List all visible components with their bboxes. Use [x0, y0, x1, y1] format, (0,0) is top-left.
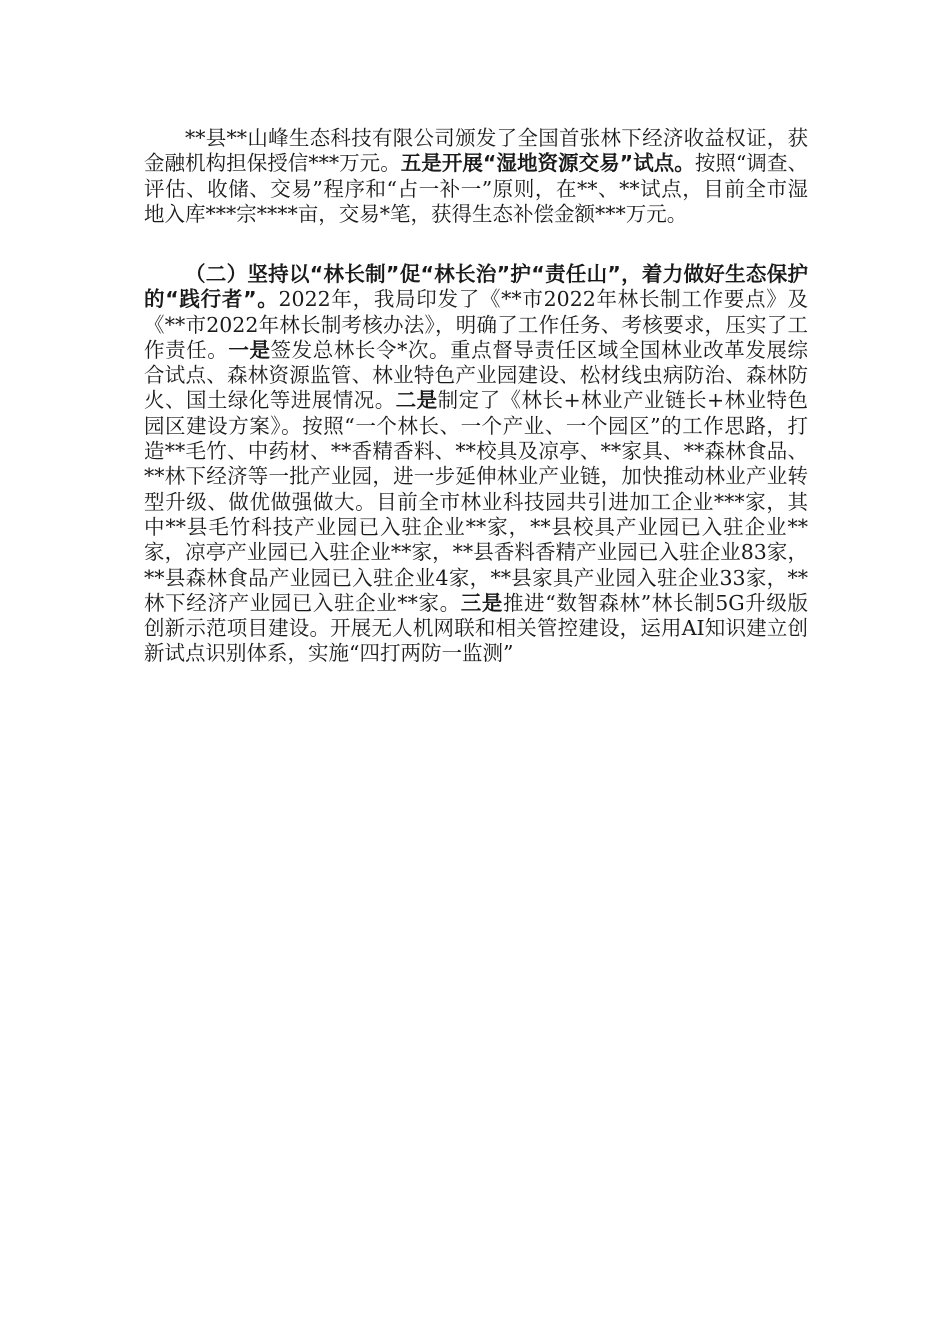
section-heading-2: （二）坚持以“林长制”促“林长治”护“责任山”，着力做好生态保护的“践行者”。 — [144, 262, 808, 312]
paragraph-1-text-1: **县**山峰生态科技有限公司颁发了全国首张林下经济收益权证，获金融机构担保授信***万元。 — [144, 126, 808, 176]
paragraph-1-bold-pilot: 试点。 — [633, 151, 695, 176]
paragraph-2-text-4: 推进“数智森林”林长制5G升级版创新示范项目建设。开展无人机网联和相关管控建设，运用AI知识建立创新试点识别体系，实施“四打两防一监测” — [144, 590, 808, 666]
paragraph-wetland-trading — [144, 126, 808, 227]
paragraph-1-bold-point-5: 五是开展“湿地资源交易” — [400, 151, 634, 176]
paragraph-forest-chief-system — [144, 262, 808, 667]
paragraph-2-text-2: 签发总林长令*次。重点督导责任区域全国林业改革发展综合试点、森林资源监管、林业特色产业园建设、松材线虫病防治、森林防火、国土绿化等进展情况。 — [144, 337, 809, 413]
point-3-marker: 三是 — [460, 590, 503, 615]
paragraph-2-text-1: 2022年，我局印发了《**市2022年林长制工作要点》及《**市2022年林长制考核办法》，明确了工作任务、考核要求，压实了工作责任。 — [144, 287, 808, 362]
paragraph-1-text-2: 按照“调查、评估、收储、交易”程序和“占一补一”原则，在**、**试点，目前全市湿地入库***宗****亩，交易*笔，获得生态补偿金额***万元。 — [144, 151, 809, 226]
paragraph-2-text-3: 制定了《林长+林业产业链长+林业特色园区建设方案》。按照“一个林长、一个产业、一个园区”的工作思路，打造**毛竹、中药材、**香精香料、**校具及凉亭、**家具、**森林食品、**林下经济等一批产业园，进一步延伸林业产业链，加快推动林业产业转型升级、做优做强做大。目前全市林业科技园共引进加工企业***家，其中**县毛竹科技产业园已入驻企业**家，**县校具产业园已入驻企业**家，凉亭产业园已入驻企业**家，**县香料香精产业园已入驻企业83家，**县森林食品产业园已入驻企业4家，**县家具产业园入驻企业33家，**林下经济产业园已入驻企业**家。 — [144, 388, 809, 615]
point-2-marker: 二是 — [395, 388, 438, 413]
point-1-marker: 一是 — [228, 337, 271, 362]
